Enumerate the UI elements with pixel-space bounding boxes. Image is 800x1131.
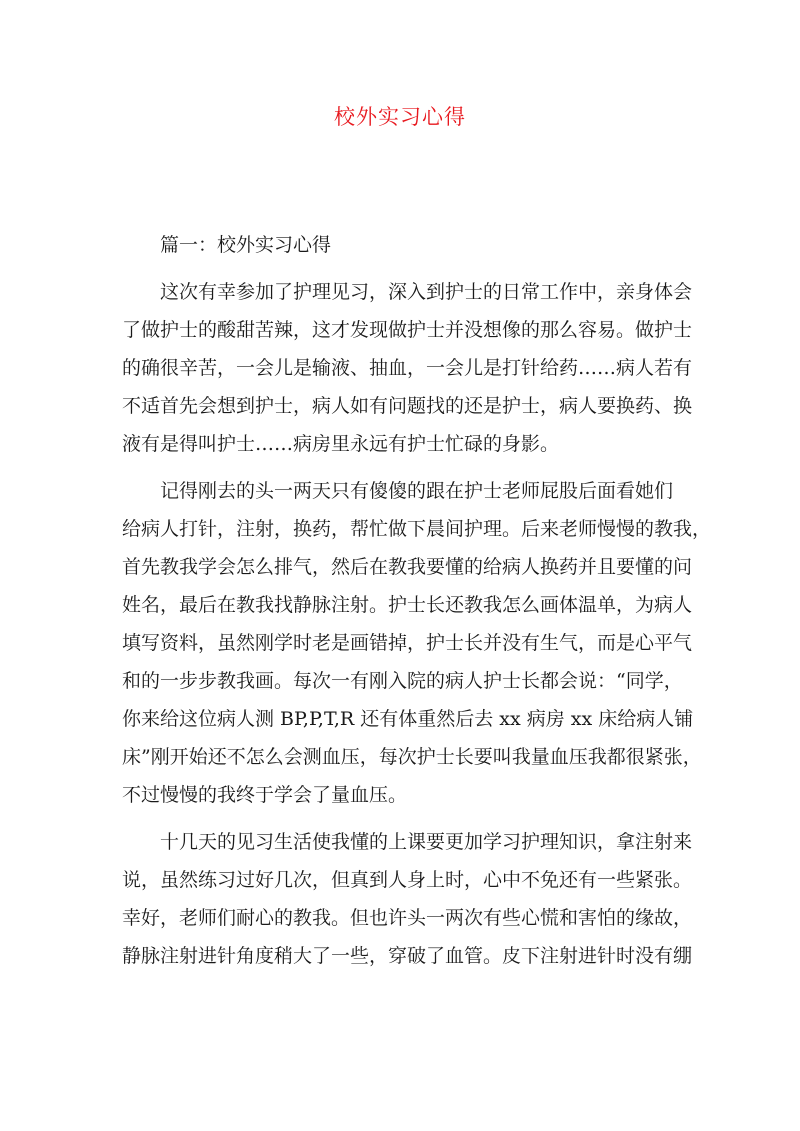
paragraph-line: 和的一步步教我画。每次一有刚入院的病人护士长都会说：“同学， xyxy=(122,670,683,692)
paragraph-line: 给病人打针，注射，换药，帮忙做下晨间护理。后来老师慢慢的教我， xyxy=(122,518,712,540)
paragraph-line: 不适首先会想到护士，病人如有问题找的还是护士，病人要换药、换 xyxy=(122,395,693,417)
paragraph-line: 十几天的见习生活使我懂的上课要更加学习护理知识，拿注射来 xyxy=(160,831,693,853)
page-title: 校外实习心得 xyxy=(334,105,466,129)
paragraph-line: 不过慢慢的我终于学会了量血压。 xyxy=(122,784,408,806)
section-heading: 篇一：校外实习心得 xyxy=(160,234,332,256)
paragraph-line: 了做护士的酸甜苦辣，这才发现做护士并没想像的那么容易。做护士 xyxy=(122,319,693,341)
paragraph-line: 说，虽然练习过好几次，但真到人身上时，心中不免还有一些紧张。 xyxy=(122,869,693,891)
paragraph-line: 床”刚开始还不怎么会测血压，每次护士长要叫我量血压我都很紧张， xyxy=(122,746,702,768)
paragraph-2 xyxy=(122,472,712,814)
paragraph-line: 这次有幸参加了护理见习，深入到护士的日常工作中，亲身体会 xyxy=(160,281,693,303)
paragraph-line: 你来给这位病人测 BP,P,T,R 还有体重然后去 xx 病房 xx 床给病人铺 xyxy=(122,708,694,730)
paragraph-3 xyxy=(122,823,693,975)
paragraph-line: 的确很辛苦，一会儿是输液、抽血，一会儿是打针给药……病人若有 xyxy=(122,357,693,379)
paragraph-line: 幸好，老师们耐心的教我。但也许头一两次有些心慌和害怕的缘故， xyxy=(122,907,693,929)
paragraph-line: 首先教我学会怎么排气，然后在教我要懂的给病人换药并且要懂的问 xyxy=(122,556,693,578)
paragraph-1 xyxy=(122,273,693,463)
paragraph-line: 姓名，最后在教我找静脉注射。护士长还教我怎么画体温单，为病人 xyxy=(122,594,693,616)
paragraph-line: 填写资料，虽然刚学时老是画错掉，护士长并没有生气，而是心平气 xyxy=(122,632,693,654)
paragraph-line: 静脉注射进针角度稍大了一些，穿破了血管。皮下注射进针时没有绷 xyxy=(122,945,693,967)
paragraph-line: 记得刚去的头一两天只有傻傻的跟在护士老师屁股后面看她们 xyxy=(160,480,674,502)
document-body xyxy=(122,226,712,984)
paragraph-line: 液有是得叫护士……病房里永远有护士忙碌的身影。 xyxy=(122,433,560,455)
